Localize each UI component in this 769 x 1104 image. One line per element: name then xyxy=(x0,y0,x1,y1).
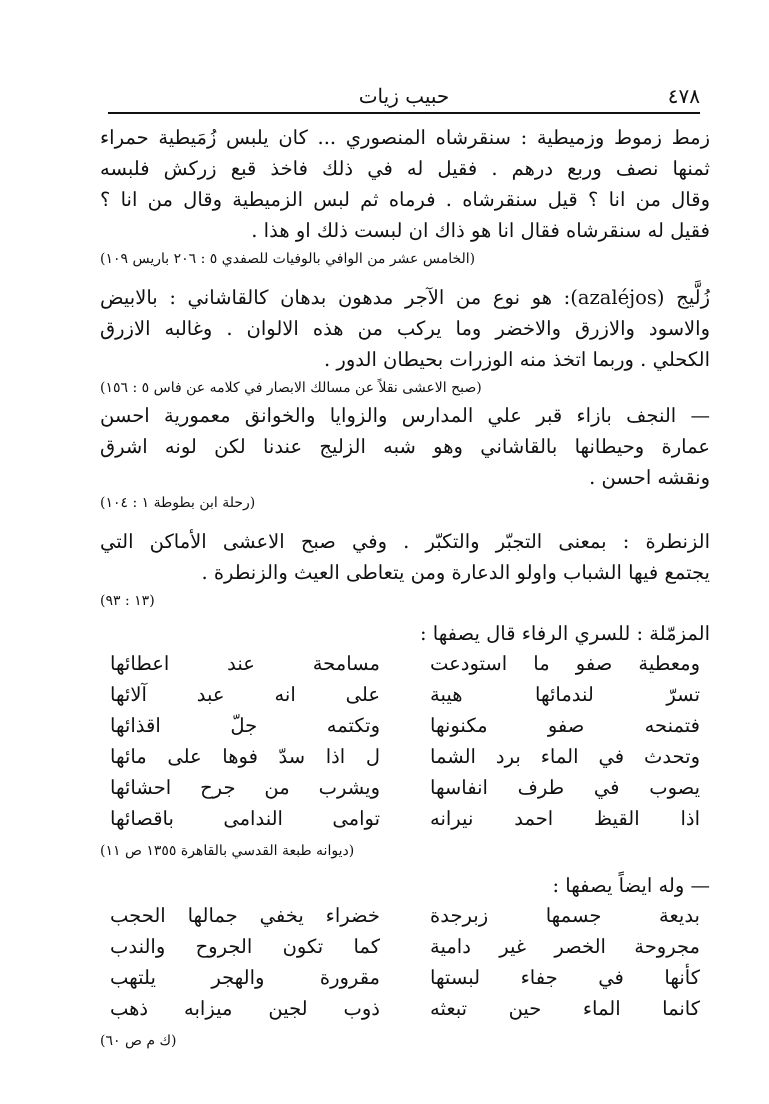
quote-citation-block xyxy=(100,490,710,516)
verse-second-hemistich: توامى الندامى باقصائها xyxy=(110,807,380,830)
citation: (صبح الاعشى نقلاً عن مسالك الابصار في كلامه عن فاس ٥ : ١٥٦) xyxy=(100,380,482,396)
verse xyxy=(100,714,710,745)
verse-first-hemistich: كانما الماء حين تبعثه xyxy=(430,997,700,1020)
verse xyxy=(100,904,710,935)
entry-zantara xyxy=(100,526,710,614)
verse-first-hemistich: يصوب في طرف انفاسها xyxy=(430,776,700,799)
verse xyxy=(100,997,710,1028)
verse-first-hemistich: فتمنحه صفو مكنونها xyxy=(430,714,700,737)
verse xyxy=(100,652,710,683)
quote-ibn-battuta xyxy=(100,400,710,493)
text-line: ونقشه احسن . xyxy=(589,466,710,489)
verse-first-hemistich: اذا القيظ احمد نيرانه xyxy=(430,807,700,830)
verse-first-hemistich: بديعة جسمها زبرجدة xyxy=(430,904,700,927)
citation: (١٣ : ٩٣) xyxy=(100,593,155,609)
entry-intro: المزمّلة : للسري الرفاء قال يصفها : xyxy=(419,622,710,645)
citation: (الخامس عشر من الوافي بالوفيات للصفدي ٥ : ٢٠٦ باريس ١٠٩) xyxy=(100,251,476,267)
verse xyxy=(100,935,710,966)
verse-second-hemistich: ل اذا سدّ فوها على مائها xyxy=(110,745,380,768)
verse xyxy=(100,683,710,714)
verse-second-hemistich: كما تكون الجروح والندب xyxy=(110,935,380,958)
entry-muzammala xyxy=(100,618,710,649)
verse-second-hemistich: ويشرب من جرح احشائها xyxy=(110,776,380,799)
text-line: الكحلي . وربما اتخذ منه الوزرات بحيطان الدور . xyxy=(324,348,710,371)
poem-second xyxy=(100,904,710,1054)
verse-first-hemistich: ومعطية صفو ما استودعت xyxy=(430,652,700,675)
entry-zamt xyxy=(100,122,710,272)
text-line: الزنطرة : بمعنى التجبّر والتكبّر . وفي صبح الاعشى الأماكن التي xyxy=(100,530,710,553)
verse xyxy=(100,966,710,997)
verse xyxy=(100,776,710,807)
verse xyxy=(100,745,710,776)
text-line: ثمنها نصف وربع درهم . فقيل له في ذلك فاخذ قبع زركش فلبسه xyxy=(100,157,710,180)
verse xyxy=(100,807,710,838)
text-line: والاسود والازرق والاخضر وما يركب من هذه الالوان . وغالبه الازرق xyxy=(100,317,710,340)
verse-first-hemistich: مجروحة الخصر غير دامية xyxy=(430,935,700,958)
text-line: — النجف بازاء قبر علي المدارس والزوايا والخوانق معمورية احسن xyxy=(100,404,710,427)
citation: (ديوانه طبعة القدسي بالقاهرة ١٣٥٥ ص ١١) xyxy=(100,843,355,859)
verse-second-hemistich: مقرورة والهجر يلتهب xyxy=(110,966,380,989)
citation: (ك م ص ٦٠) xyxy=(100,1033,177,1049)
entry-also-describes xyxy=(100,870,710,901)
verse-second-hemistich: مسامحة عند اعطائها xyxy=(110,652,380,675)
text-line: فقيل له سنقرشاه فقال انا هو ذاك ان لبست ذلك او هذا . xyxy=(251,219,710,242)
page-header xyxy=(108,82,700,114)
page-number: ٤٧٨ xyxy=(667,84,700,108)
text-line: يجتمع فيها الشباب واولو الدعارة ومن يتعاطى العيث والزنطرة . xyxy=(201,561,710,584)
text-line: وقال من انا ؟ قيل سنقرشاه . فرماه ثم لبس الزميطية وقال من انا ؟ xyxy=(100,188,710,211)
verse-first-hemistich: وتحدث في الماء برد الشما xyxy=(430,745,700,768)
verse-second-hemistich: وتكتمه جلّ اقذائها xyxy=(110,714,380,737)
entry-zulayj xyxy=(100,282,710,401)
running-title: حبيب زيات xyxy=(358,84,450,108)
text-line: زمط زموط وزميطية : سنقرشاه المنصوري ... كان يلبس زُمَيطية حمراء xyxy=(100,126,710,149)
entry-intro: — وله ايضاً يصفها : xyxy=(552,874,710,897)
verse-second-hemistich: خضراء يخفي جمالها الحجب xyxy=(110,904,380,927)
citation: (رحلة ابن بطوطة ١ : ١٠٤) xyxy=(100,495,256,511)
verse-second-hemistich: على انه عبد آلائها xyxy=(110,683,380,706)
text-line: عمارة وحيطانها بالقاشاني وهو شبه الزليج عندنا لكن لونه اشرق xyxy=(100,435,710,458)
poem-sari-raffa xyxy=(100,652,710,864)
verse-second-hemistich: ذوب لجين ميزابه ذهب xyxy=(110,997,380,1020)
text-line: زُلَّيج (azaléjos): هو نوع من الآجر مدهون بدهان كالقاشاني : بالابيض xyxy=(100,286,710,309)
verse-first-hemistich: تسرّ لندمائها هيبة xyxy=(430,683,700,706)
verse-first-hemistich: كأنها في جفاء لبستها xyxy=(430,966,700,989)
